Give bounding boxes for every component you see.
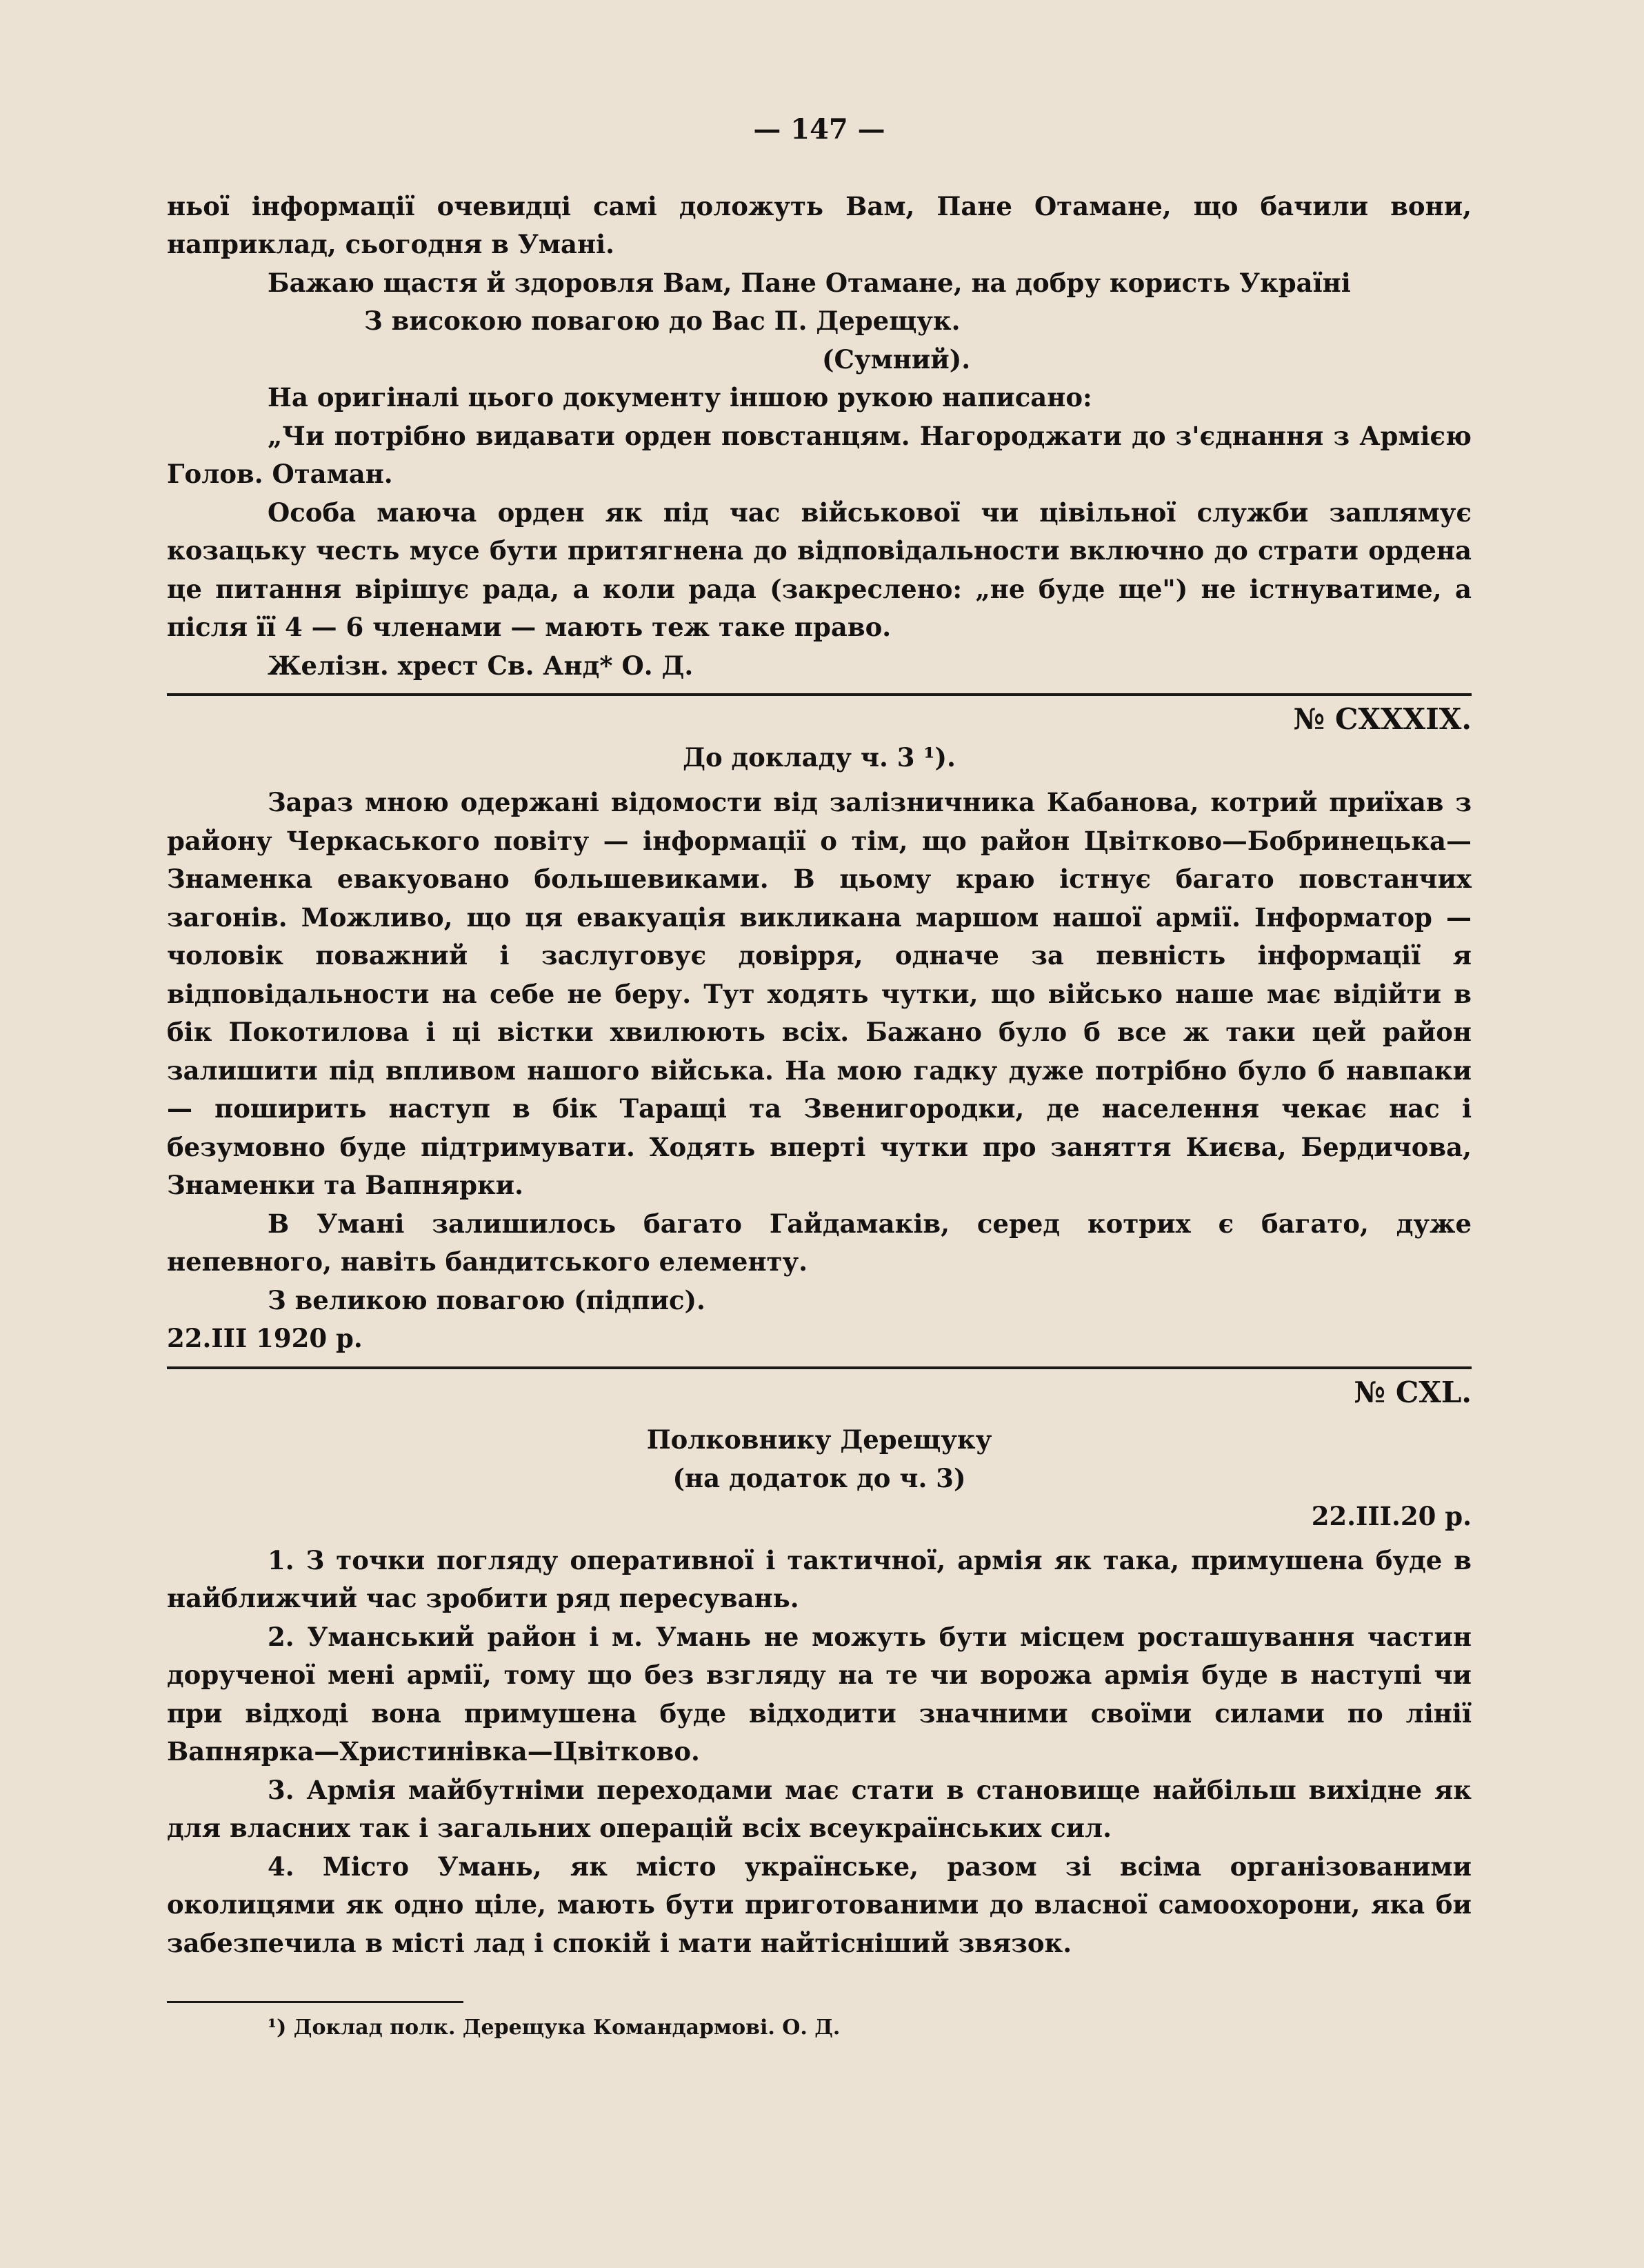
document-number: № CXL. (1354, 1375, 1472, 1409)
document-date: 22.III.20 р. (1311, 1501, 1472, 1531)
document-page (167, 110, 1472, 2043)
document-heading: Полковнику Дерещуку (646, 1424, 992, 1455)
document-number: № CXXXIX. (1293, 702, 1472, 736)
footnote-divider (167, 2001, 463, 2003)
paragraph: Зараз мною одержані відомости від залізничника Кабанова, котрий приїхав з району Черкаського повіту — інформації о тім, що район Цвітково—Бобринецька—Знаменка евакуовано большевиками. В цьому краю істнує багато повстанчих загонів. Можливо, що ця евакуація викликана маршом нашої армії. Інформатор — чоловік поважний і заслуговує довірря, одначе за певність інформації я відповідальности на себе не беру. Тут ходять чутки, що військо наше має відійти в бік Покотилова і ці вістки хвилюють всіх. Бажано було б все ж таки цей район залишити під впливом нашого війська. На мою гадку дуже потрібно було б навпаки — поширить наступ в бік Таращі та Звенигородки, де населення чекає нас і безумовно буде підтримувати. Ходять вперті чутки про заняття Києва, Бердичова, Знаменки та Вапнярки. (167, 787, 1472, 1200)
page-number: — 147 — (753, 113, 885, 146)
list-item: 3. Армія майбутніми переходами має стати в становище найбільш вихідне як для власних так і загальних операцій всіх всеукраїнських сил. (167, 1774, 1472, 1843)
list-item: 2. Уманський район і м. Умань не можуть бути місцем росташування частин дорученої мені армії, тому що без взгляду на те чи ворожа армія буде в наступі чи при відході вона примушена буде відходити значними своїми силами по лінії Вапнярка—Христинівка—Цвітково. (167, 1621, 1472, 1767)
paragraph: Бажаю щастя й здоровля Вам, Пане Отамане, на добру користь Україні (268, 267, 1351, 298)
paragraph: На оригіналі цього документу іншою рукою написано: (268, 382, 1092, 412)
document-date: 22.III 1920 р. (167, 1323, 363, 1353)
list-item: 4. Місто Умань, як місто українське, разом зі всіма організованими околицями як одно ціле, мають бути приготованими до власної самоохорони, яка би забезпечила в місті лад і спокій і мати найтісніший звязок. (167, 1851, 1472, 1958)
footnote: ¹) Доклад полк. Дерещука Командармові. О. Д. (268, 2016, 841, 2040)
list-item: 1. З точки погляду оперативної і тактичної, армія як така, примушена буде в найближчий час зробити ряд пересувань. (167, 1544, 1472, 1613)
section-divider (167, 1366, 1472, 1369)
paragraph: В Умані залишилось багато Гайдамаків, серед котрих є багато, дуже непевного, навіть бандитського елементу. (167, 1208, 1472, 1277)
paragraph: Желізн. хрест Св. Анд* О. Д. (268, 650, 694, 681)
quoted-text: „Чи потрібно видавати орден повстанцям. Нагороджати до з'єднання з Армією Голов. Отаман. (167, 420, 1472, 489)
paragraph: З великою повагою (підпис). (268, 1284, 705, 1315)
paragraph: ньої інформації очевидці самі доложуть Вам, Пане Отамане, що бачили вони, наприклад, сьогодня в Умані. (167, 190, 1472, 259)
document-subheading: (на додаток до ч. 3) (672, 1462, 966, 1493)
signature-name: (Сумний). (822, 344, 971, 375)
paragraph: Особа маюча орден як під час військової чи цівільної служби заплямує козацьку честь мусе бути притягнена до відповідальности включно до страти ордена це питання вірішує рада, а коли рада (закреслено: „не буде ще") не істнуватиме, а після її 4 — 6 членами — мають теж таке право. (167, 497, 1472, 642)
document-heading: До докладу ч. 3 ¹). (683, 742, 956, 773)
section-divider (167, 693, 1472, 696)
signature-line: З високою повагою до Вас П. Дерещук. (364, 306, 961, 336)
